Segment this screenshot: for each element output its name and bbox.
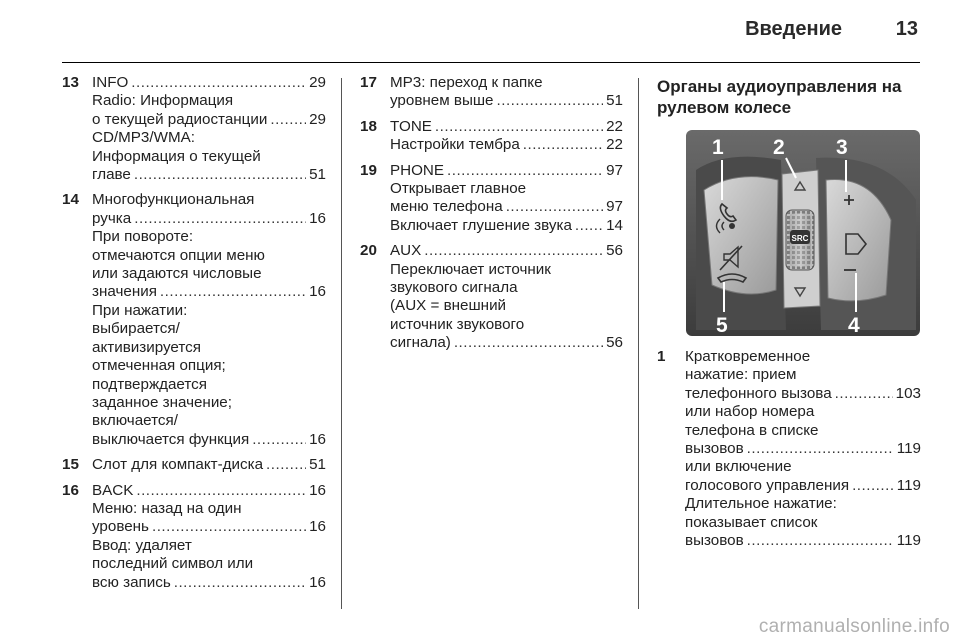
dot-leader <box>575 217 603 235</box>
page-reference[interactable]: 14 <box>606 216 623 234</box>
dot-leader <box>523 136 603 154</box>
dot-leader <box>497 92 604 110</box>
entry-number: 20 <box>360 242 377 260</box>
entry-text: (AUX = внешний <box>390 297 507 315</box>
entry-line-with-page <box>390 136 623 154</box>
dot-leader <box>747 440 894 458</box>
entry-text: Слот для компакт-диска <box>92 456 264 474</box>
entry-text: Информация о текущей <box>92 147 261 165</box>
index-entry <box>657 348 921 550</box>
entry-text: или включение <box>685 458 792 476</box>
entry-text: показывает список <box>685 513 818 531</box>
entry-line-with-page <box>92 431 326 449</box>
page-number: 13 <box>895 18 918 40</box>
dot-leader <box>835 385 893 403</box>
page-reference[interactable]: 103 <box>895 384 921 402</box>
page-reference[interactable]: 22 <box>606 136 623 154</box>
column-divider-left <box>341 78 342 609</box>
entry-text: При повороте: <box>92 228 194 246</box>
entry-text: выключается функция <box>92 430 250 448</box>
page-reference[interactable]: 16 <box>309 481 326 499</box>
entry-text: ручка <box>92 209 132 227</box>
entry-number: 18 <box>360 117 377 135</box>
page-reference[interactable]: 29 <box>309 74 326 91</box>
entry-text: всю запись <box>92 573 171 591</box>
entry-line-with-page <box>390 334 623 352</box>
entry-line-with-page <box>92 574 326 592</box>
callout-2: 2 <box>773 136 785 159</box>
entry-line-with-page <box>92 111 326 129</box>
page-reference[interactable]: 97 <box>606 161 623 179</box>
index-entry <box>360 162 623 236</box>
entry-line-with-page <box>390 217 623 235</box>
entry-text: значения <box>92 283 157 301</box>
entry-text: TONE <box>390 117 432 135</box>
index-entry <box>360 118 623 155</box>
dot-leader <box>435 118 603 136</box>
dot-leader <box>852 477 894 495</box>
entry-line-with-page <box>92 210 326 228</box>
src-label: SRC <box>791 234 809 243</box>
column-divider-right <box>638 78 639 609</box>
entry-text: отмеченная опция; <box>92 357 226 375</box>
entry-line-with-page <box>390 242 623 260</box>
entry-text: уровень <box>92 518 149 536</box>
entry-text: активизируется <box>92 338 201 356</box>
entry-text: или набор номера <box>685 403 815 421</box>
steering-controls-photo <box>686 130 920 336</box>
entry-text: Ввод: удаляет <box>92 536 192 554</box>
dot-leader <box>747 532 894 550</box>
index-entry <box>360 74 623 111</box>
page-header-title: Введение <box>745 18 842 40</box>
dot-leader <box>134 166 306 184</box>
entry-text: сигнала) <box>390 334 451 352</box>
index-entry <box>62 74 326 184</box>
entry-line-with-page <box>92 518 326 536</box>
entry-text: о текущей радиостанции <box>92 110 268 128</box>
dot-leader <box>131 74 306 92</box>
entry-text: последний символ или <box>92 555 254 573</box>
dot-leader <box>252 431 306 449</box>
dot-leader <box>160 283 306 301</box>
entry-text: Меню: назад на один <box>92 499 242 517</box>
entry-line-with-page <box>390 92 623 110</box>
entry-text: или задаются числовые <box>92 265 262 283</box>
entry-line-with-page <box>390 198 623 216</box>
entry-text: телефонного вызова <box>685 384 832 402</box>
page-reference[interactable]: 56 <box>606 334 623 352</box>
page-reference[interactable]: 16 <box>309 283 326 301</box>
index-entry <box>360 242 623 352</box>
callout-5: 5 <box>716 314 728 336</box>
page-reference[interactable]: 119 <box>896 440 921 458</box>
page-reference[interactable]: 29 <box>309 110 326 128</box>
entry-text: Открывает главное <box>390 180 527 198</box>
entry-line-with-page <box>685 532 921 550</box>
entry-text: CD/MP3/WMA: <box>92 129 195 147</box>
dot-leader <box>136 482 306 500</box>
callout-1: 1 <box>712 136 724 159</box>
page-reference[interactable]: 56 <box>606 242 623 260</box>
page-reference[interactable]: 51 <box>606 92 623 110</box>
page-reference[interactable]: 119 <box>896 476 921 494</box>
page-reference[interactable]: 22 <box>606 117 623 135</box>
dot-leader <box>152 518 306 536</box>
entry-text: Переключает источник <box>390 260 551 278</box>
entry-number: 16 <box>62 481 79 499</box>
entry-text: включается/ <box>92 412 178 430</box>
entry-text: выбирается/ <box>92 320 180 338</box>
entry-text: уровнем выше <box>390 92 494 110</box>
entry-text: AUX <box>390 242 422 260</box>
page-reference[interactable]: 51 <box>309 456 326 474</box>
entry-text: нажатие: прием <box>685 366 797 384</box>
page-reference[interactable]: 16 <box>309 430 326 448</box>
right-column <box>657 348 921 557</box>
entry-text: Включает глушение звука <box>390 216 572 234</box>
section-title <box>657 76 927 118</box>
index-entry <box>62 191 326 449</box>
dot-leader <box>270 111 306 129</box>
middle-column <box>360 74 623 360</box>
entry-line-with-page <box>685 477 921 495</box>
entry-line-with-page <box>92 456 326 474</box>
entry-text: меню телефона <box>390 198 503 216</box>
index-entry <box>62 456 326 474</box>
entry-text: вызовов <box>685 440 744 458</box>
dot-leader <box>174 574 306 592</box>
entry-number: 17 <box>360 74 377 91</box>
dot-leader <box>447 162 603 180</box>
callout-3: 3 <box>836 136 848 159</box>
watermark: carmanualsonline.info <box>758 616 950 637</box>
entry-number: 15 <box>62 456 79 474</box>
entry-number: 13 <box>62 74 79 91</box>
entry-line-with-page <box>685 385 921 403</box>
left-column <box>62 74 326 599</box>
dot-leader <box>134 210 306 228</box>
section-title-line2: рулевом колесе <box>657 98 792 117</box>
dot-leader <box>454 334 603 352</box>
entry-text: подтверждается <box>92 375 207 393</box>
dot-leader <box>266 456 306 474</box>
entry-text: Radio: Информация <box>92 92 234 110</box>
entry-text: При нажатии: <box>92 301 188 319</box>
entry-text: Настройки тембра <box>390 136 520 154</box>
entry-text: заданное значение; <box>92 393 232 411</box>
entry-line-with-page <box>92 482 326 500</box>
entry-text: голосового управления <box>685 476 850 494</box>
entry-number: 19 <box>360 161 377 179</box>
entry-text: отмечаются опции меню <box>92 246 265 264</box>
entry-text: PHONE <box>390 161 445 179</box>
section-title-line1: Органы аудиоуправления на <box>657 77 902 96</box>
entry-number: 1 <box>657 348 666 365</box>
entry-number: 14 <box>62 191 79 209</box>
entry-line-with-page <box>92 166 326 184</box>
entry-text: BACK <box>92 481 134 499</box>
header-rule <box>62 62 920 63</box>
entry-text: Кратковременное <box>685 348 811 365</box>
dot-leader <box>506 198 603 216</box>
dot-leader <box>424 242 603 260</box>
entry-text: вызовов <box>685 532 744 550</box>
page-reference[interactable]: 16 <box>309 518 326 536</box>
page-reference[interactable]: 51 <box>309 166 326 184</box>
page-reference[interactable]: 16 <box>309 573 326 591</box>
entry-line-with-page <box>92 283 326 301</box>
entry-text: источник звукового <box>390 315 525 333</box>
page-reference[interactable]: 97 <box>606 198 623 216</box>
callout-4: 4 <box>848 314 860 336</box>
entry-line-with-page <box>92 74 326 92</box>
page-reference[interactable]: 119 <box>896 532 921 550</box>
entry-line-with-page <box>685 440 921 458</box>
index-entry <box>62 482 326 592</box>
entry-text: Длительное нажатие: <box>685 495 837 513</box>
entry-text: Многофункциональная <box>92 191 255 209</box>
entry-text: MP3: переход к папке <box>390 74 543 91</box>
entry-text: телефона в списке <box>685 421 819 439</box>
entry-text: INFO <box>92 74 129 91</box>
entry-line-with-page <box>390 162 623 180</box>
page-reference[interactable]: 16 <box>309 209 326 227</box>
entry-text: главе <box>92 166 131 184</box>
entry-line-with-page <box>390 118 623 136</box>
entry-text: звукового сигнала <box>390 279 518 297</box>
